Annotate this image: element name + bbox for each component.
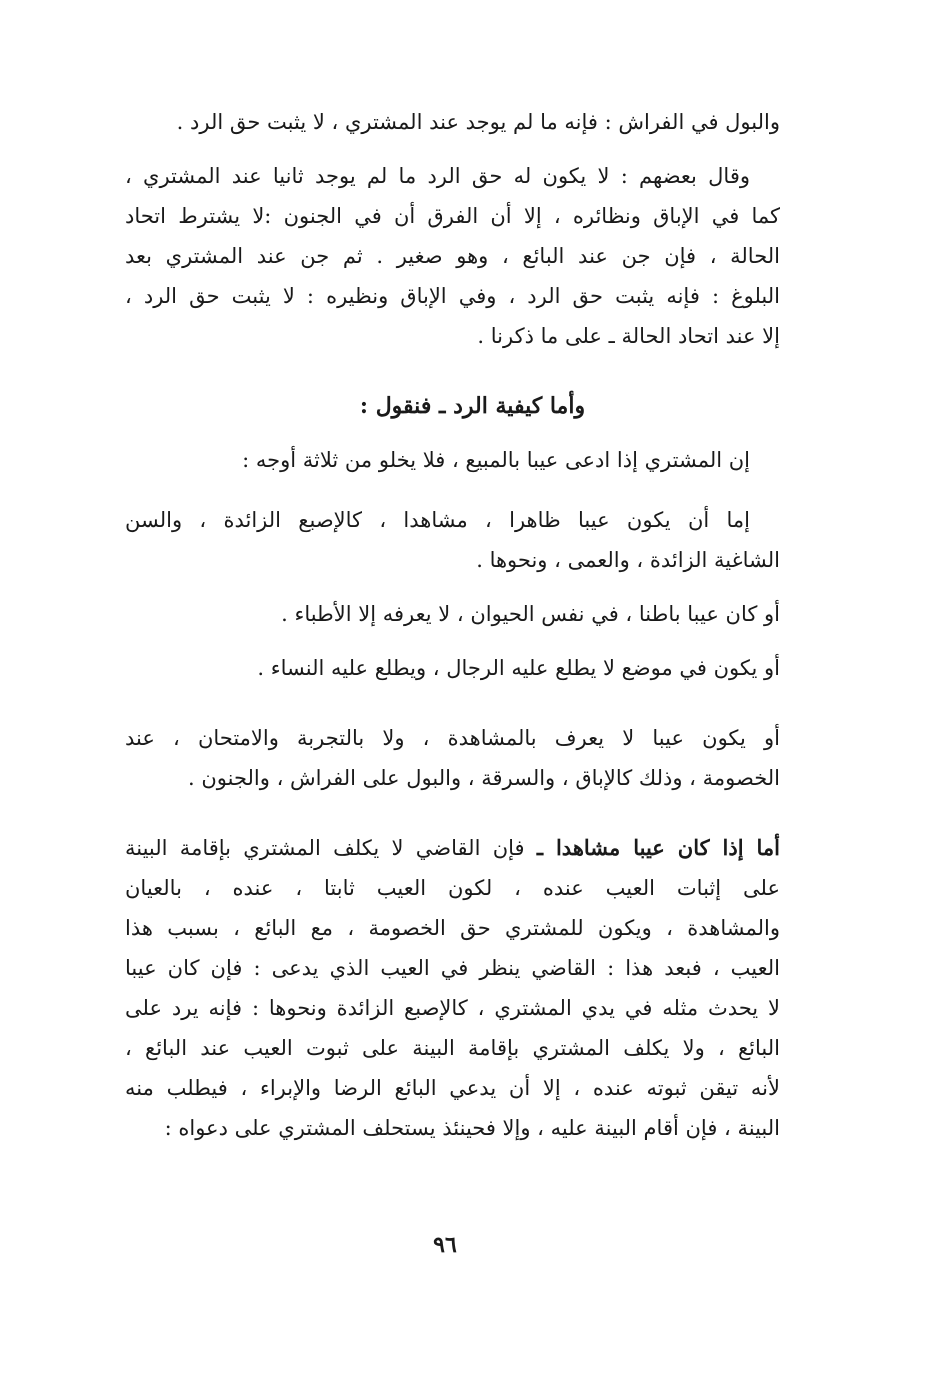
text-run: فإن القاضي لا يكلف المشتري بإقامة البينة	[125, 836, 537, 860]
text-line: أو يكون عيبا لا يعرف بالمشاهدة ، ولا بالتجربة والامتحان ، عند	[125, 726, 780, 750]
text-line: البائع ، ولا يكلف المشتري بإقامة البينة على ثبوت العيب عند البائع ،	[125, 1036, 780, 1060]
text-line: كما في الإباق ونظائره ، إلا أن الفرق أن في الجنون :لا يشترط اتحاد	[125, 204, 780, 228]
text-line: إما أن يكون عيبا ظاهرا ، مشاهدا ، كالإصبع الزائدة ، والسن	[125, 508, 750, 532]
paragraph-lead: أما إذا كان عيبا مشاهدا ـ	[536, 835, 780, 860]
text-line: إلا عند اتحاد الحالة ـ على ما ذكرنا .	[477, 324, 780, 348]
page-body	[125, 102, 780, 1148]
text-line: البينة ، فإن أقام البينة عليه ، وإلا فحينئذ يستحلف المشتري على دعواه :	[164, 1116, 780, 1140]
section-heading: وأما كيفية الرد ـ فنقول :	[359, 393, 586, 419]
page-number: ٩٦	[433, 1232, 457, 1258]
text-line: وقال بعضهم : لا يكون له حق الرد ما لم يوجد ثانيا عند المشتري ،	[125, 164, 750, 188]
text-line: العيب ، فبعد هذا : القاضي ينظر في العيب الذي يدعى : فإن كان عيبا	[125, 956, 780, 980]
text-line: على إثبات العيب عنده ، لكون العيب ثابتا ، عنده ، بالعيان	[125, 876, 780, 900]
text-line: والمشاهدة ، ويكون للمشتري حق الخصومة ، مع البائع ، بسبب هذا	[125, 916, 780, 940]
text-line: لا يحدث مثله في يدي المشتري ، كالإصبع الزائدة ونحوها : فإنه يرد على	[125, 996, 780, 1020]
text-line: أو يكون في موضع لا يطلع عليه الرجال ، ويطلع عليه النساء .	[257, 656, 780, 680]
text-line: والبول في الفراش : فإنه ما لم يوجد عند المشتري ، لا يثبت حق الرد .	[176, 110, 780, 134]
text-line: الخصومة ، وذلك كالإباق ، والسرقة ، والبول على الفراش ، والجنون .	[188, 766, 780, 790]
text-line: أو كان عيبا باطنا ، في نفس الحيوان ، لا يعرفه إلا الأطباء .	[281, 602, 780, 626]
text-line	[125, 828, 780, 868]
text-line: البلوغ : فإنه يثبت حق الرد ، وفي الإباق ونظيره : لا يثبت حق الرد ،	[125, 284, 780, 308]
text-line: الحالة ، فإن جن عند البائع ، وهو صغير . ثم جن عند المشتري بعد	[125, 244, 780, 268]
text-line: لأنه تيقن ثبوته عنده ، إلا أن يدعي البائع الرضا والإبراء ، فيطلب منه	[125, 1076, 780, 1100]
text-line: الشاغية الزائدة ، والعمى ، ونحوها .	[476, 548, 780, 572]
text-line: إن المشتري إذا ادعى عيبا بالمبيع ، فلا يخلو من ثلاثة أوجه :	[242, 448, 750, 472]
